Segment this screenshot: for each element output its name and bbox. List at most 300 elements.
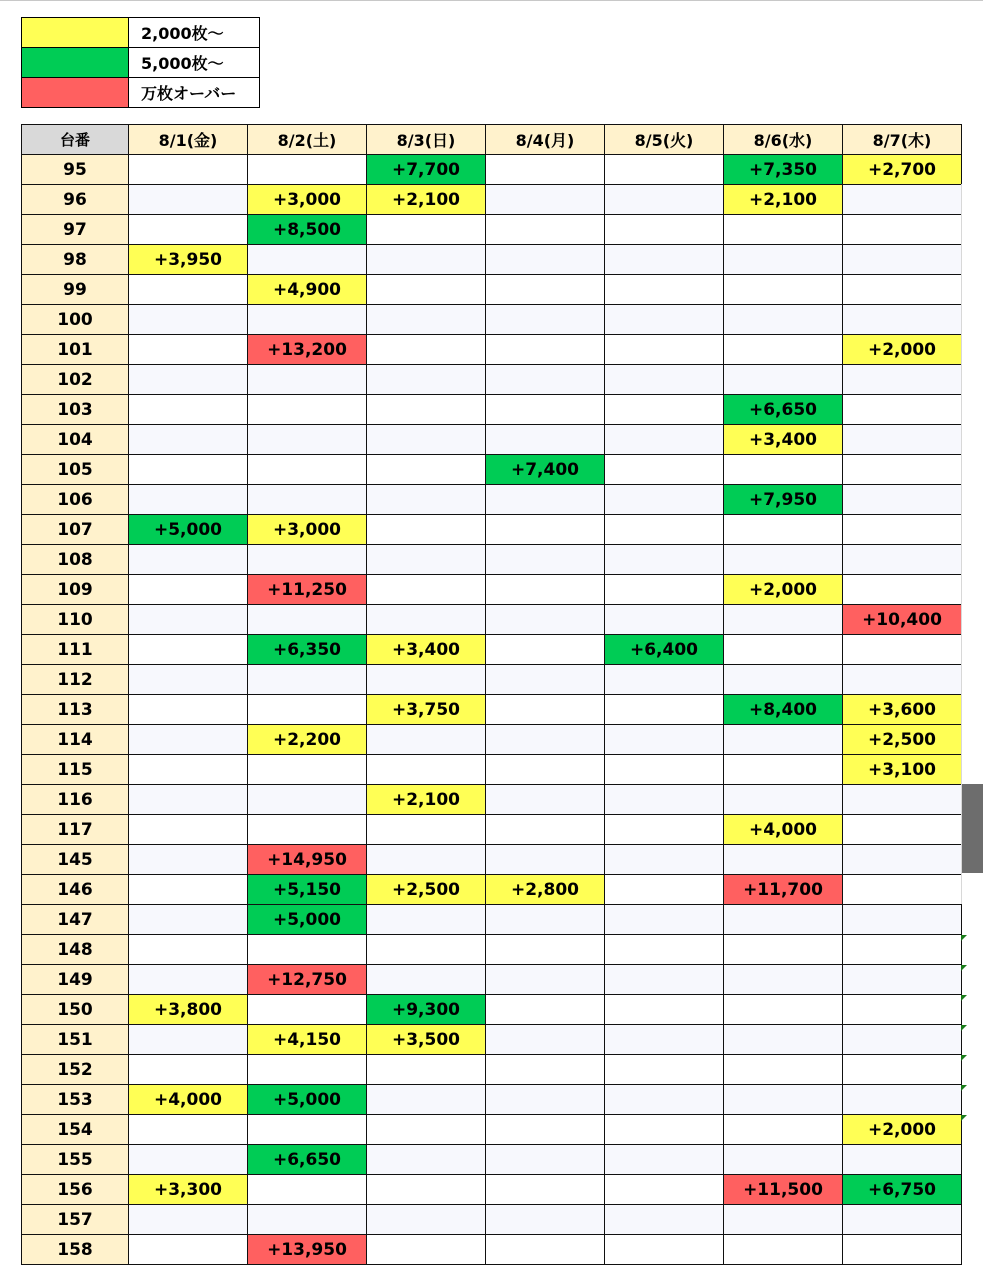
machine-number-cell[interactable]: 112 [22, 665, 129, 695]
result-cell[interactable] [367, 935, 486, 965]
machine-number-cell[interactable]: 147 [22, 905, 129, 935]
result-cell[interactable] [486, 1085, 605, 1115]
result-cell[interactable]: +7,950 [724, 485, 843, 515]
result-cell[interactable]: +2,700 [843, 155, 962, 185]
result-cell[interactable] [843, 1085, 962, 1115]
result-cell[interactable] [605, 485, 724, 515]
result-cell[interactable] [129, 635, 248, 665]
result-cell[interactable] [843, 245, 962, 275]
result-cell[interactable] [367, 965, 486, 995]
result-cell[interactable]: +3,000 [248, 515, 367, 545]
result-cell[interactable] [486, 305, 605, 335]
machine-number-cell[interactable]: 151 [22, 1025, 129, 1055]
result-cell[interactable] [486, 1115, 605, 1145]
result-cell[interactable] [605, 575, 724, 605]
result-cell[interactable] [605, 725, 724, 755]
result-cell[interactable] [367, 1235, 486, 1265]
result-cell[interactable] [486, 155, 605, 185]
result-cell[interactable] [605, 695, 724, 725]
result-cell[interactable] [129, 155, 248, 185]
result-cell[interactable] [367, 545, 486, 575]
result-cell[interactable] [486, 395, 605, 425]
machine-number-cell[interactable]: 109 [22, 575, 129, 605]
result-cell[interactable] [605, 455, 724, 485]
machine-number-cell[interactable]: 114 [22, 725, 129, 755]
result-cell[interactable] [605, 1235, 724, 1265]
result-cell[interactable] [843, 425, 962, 455]
result-cell[interactable]: +6,400 [605, 635, 724, 665]
machine-number-cell[interactable]: 103 [22, 395, 129, 425]
result-cell[interactable] [129, 935, 248, 965]
result-cell[interactable] [605, 845, 724, 875]
result-cell[interactable] [724, 455, 843, 485]
result-cell[interactable]: +3,500 [367, 1025, 486, 1055]
result-cell[interactable]: +10,400 [843, 605, 962, 635]
result-cell[interactable] [248, 155, 367, 185]
result-cell[interactable]: +9,300 [367, 995, 486, 1025]
machine-number-cell[interactable]: 108 [22, 545, 129, 575]
machine-number-cell[interactable]: 153 [22, 1085, 129, 1115]
result-cell[interactable] [605, 1205, 724, 1235]
result-cell[interactable] [486, 755, 605, 785]
result-cell[interactable] [486, 1175, 605, 1205]
result-cell[interactable] [843, 995, 962, 1025]
result-cell[interactable] [843, 1055, 962, 1085]
result-cell[interactable] [367, 455, 486, 485]
result-cell[interactable] [724, 365, 843, 395]
result-cell[interactable] [724, 905, 843, 935]
machine-number-cell[interactable]: 149 [22, 965, 129, 995]
result-cell[interactable] [129, 665, 248, 695]
result-cell[interactable] [605, 155, 724, 185]
scrollbar-thumb[interactable] [962, 784, 983, 873]
machine-number-cell[interactable]: 101 [22, 335, 129, 365]
result-cell[interactable] [367, 335, 486, 365]
result-cell[interactable] [724, 305, 843, 335]
result-cell[interactable] [724, 1055, 843, 1085]
result-cell[interactable] [486, 965, 605, 995]
result-cell[interactable] [486, 635, 605, 665]
result-cell[interactable] [843, 455, 962, 485]
result-cell[interactable]: +8,500 [248, 215, 367, 245]
result-cell[interactable] [486, 935, 605, 965]
result-cell[interactable] [843, 305, 962, 335]
result-cell[interactable] [843, 1145, 962, 1175]
result-cell[interactable] [724, 335, 843, 365]
result-cell[interactable]: +5,000 [248, 1085, 367, 1115]
result-cell[interactable] [129, 275, 248, 305]
result-cell[interactable] [486, 725, 605, 755]
result-cell[interactable]: +4,900 [248, 275, 367, 305]
result-cell[interactable] [367, 815, 486, 845]
result-cell[interactable] [248, 1055, 367, 1085]
result-cell[interactable] [129, 965, 248, 995]
result-cell[interactable] [605, 425, 724, 455]
result-cell[interactable] [843, 875, 962, 905]
result-cell[interactable]: +3,100 [843, 755, 962, 785]
result-cell[interactable] [724, 755, 843, 785]
result-cell[interactable] [605, 395, 724, 425]
machine-number-cell[interactable]: 98 [22, 245, 129, 275]
result-cell[interactable] [486, 1025, 605, 1055]
result-cell[interactable] [129, 905, 248, 935]
result-cell[interactable] [605, 1025, 724, 1055]
result-cell[interactable] [248, 665, 367, 695]
result-cell[interactable]: +7,400 [486, 455, 605, 485]
result-cell[interactable] [129, 875, 248, 905]
result-cell[interactable] [367, 665, 486, 695]
result-cell[interactable] [724, 635, 843, 665]
result-cell[interactable] [724, 245, 843, 275]
result-cell[interactable] [486, 545, 605, 575]
result-cell[interactable] [367, 1205, 486, 1235]
result-cell[interactable] [843, 545, 962, 575]
result-cell[interactable] [248, 425, 367, 455]
result-cell[interactable] [129, 1055, 248, 1085]
result-cell[interactable] [367, 755, 486, 785]
machine-number-cell[interactable]: 148 [22, 935, 129, 965]
result-cell[interactable] [367, 1175, 486, 1205]
result-cell[interactable]: +8,400 [724, 695, 843, 725]
result-cell[interactable]: +6,350 [248, 635, 367, 665]
result-cell[interactable] [486, 815, 605, 845]
result-cell[interactable] [605, 545, 724, 575]
result-cell[interactable]: +4,000 [724, 815, 843, 845]
result-cell[interactable] [843, 215, 962, 245]
result-cell[interactable] [129, 365, 248, 395]
machine-number-cell[interactable]: 156 [22, 1175, 129, 1205]
result-cell[interactable] [129, 755, 248, 785]
result-cell[interactable] [367, 425, 486, 455]
result-cell[interactable] [605, 1085, 724, 1115]
result-cell[interactable]: +3,000 [248, 185, 367, 215]
result-cell[interactable] [724, 215, 843, 245]
result-cell[interactable] [724, 275, 843, 305]
result-cell[interactable] [724, 605, 843, 635]
result-cell[interactable] [843, 635, 962, 665]
result-cell[interactable] [248, 995, 367, 1025]
result-cell[interactable] [367, 1115, 486, 1145]
result-cell[interactable] [367, 605, 486, 635]
table-row [22, 605, 962, 635]
result-cell[interactable] [605, 215, 724, 245]
result-cell[interactable] [724, 1235, 843, 1265]
result-cell[interactable] [486, 995, 605, 1025]
result-cell[interactable] [724, 965, 843, 995]
result-cell[interactable] [843, 185, 962, 215]
machine-number-cell[interactable]: 115 [22, 755, 129, 785]
machine-number-cell[interactable]: 102 [22, 365, 129, 395]
result-cell[interactable] [486, 605, 605, 635]
result-cell[interactable]: +13,200 [248, 335, 367, 365]
result-cell[interactable]: +11,700 [724, 875, 843, 905]
machine-number-cell[interactable]: 99 [22, 275, 129, 305]
result-cell[interactable] [605, 1055, 724, 1085]
result-cell[interactable] [724, 845, 843, 875]
result-cell[interactable] [843, 365, 962, 395]
result-cell[interactable] [605, 1175, 724, 1205]
result-cell[interactable] [605, 515, 724, 545]
result-cell[interactable] [724, 665, 843, 695]
result-cell[interactable] [605, 335, 724, 365]
result-cell[interactable] [724, 785, 843, 815]
result-cell[interactable]: +7,700 [367, 155, 486, 185]
machine-number-cell[interactable]: 154 [22, 1115, 129, 1145]
result-cell[interactable] [367, 1085, 486, 1115]
result-cell[interactable] [129, 1205, 248, 1235]
result-cell[interactable]: +5,000 [129, 515, 248, 545]
result-cell[interactable] [605, 995, 724, 1025]
machine-number-cell[interactable]: 146 [22, 875, 129, 905]
result-cell[interactable]: +3,400 [367, 635, 486, 665]
result-cell[interactable] [724, 995, 843, 1025]
result-cell[interactable] [248, 395, 367, 425]
result-cell[interactable]: +2,000 [843, 1115, 962, 1145]
result-cell[interactable] [486, 785, 605, 815]
result-cell[interactable] [248, 1205, 367, 1235]
result-cell[interactable] [486, 1145, 605, 1175]
machine-number-cell[interactable]: 110 [22, 605, 129, 635]
result-cell[interactable] [605, 1145, 724, 1175]
machine-number-cell[interactable]: 105 [22, 455, 129, 485]
result-cell[interactable] [486, 245, 605, 275]
result-cell[interactable] [843, 575, 962, 605]
result-cell[interactable] [367, 395, 486, 425]
result-cell[interactable]: +3,800 [129, 995, 248, 1025]
result-cell[interactable] [724, 1205, 843, 1235]
result-cell[interactable] [486, 185, 605, 215]
result-cell[interactable]: +2,100 [724, 185, 843, 215]
result-cell[interactable] [605, 815, 724, 845]
result-cell[interactable] [843, 1025, 962, 1055]
result-cell[interactable] [248, 695, 367, 725]
result-cell[interactable] [129, 425, 248, 455]
result-cell[interactable] [486, 215, 605, 245]
result-cell[interactable]: +2,000 [843, 335, 962, 365]
result-cell[interactable] [843, 845, 962, 875]
result-cell[interactable] [843, 905, 962, 935]
result-cell[interactable] [129, 1145, 248, 1175]
machine-number-cell[interactable]: 152 [22, 1055, 129, 1085]
result-cell[interactable] [605, 305, 724, 335]
result-cell[interactable] [486, 485, 605, 515]
result-cell[interactable] [367, 515, 486, 545]
result-cell[interactable]: +13,950 [248, 1235, 367, 1265]
result-cell[interactable]: +4,000 [129, 1085, 248, 1115]
result-cell[interactable] [248, 1175, 367, 1205]
result-cell[interactable]: +4,150 [248, 1025, 367, 1055]
result-cell[interactable] [843, 1235, 962, 1265]
machine-number-cell[interactable]: 107 [22, 515, 129, 545]
result-cell[interactable]: +6,750 [843, 1175, 962, 1205]
machine-number-cell[interactable]: 158 [22, 1235, 129, 1265]
result-cell[interactable] [486, 1235, 605, 1265]
result-cell[interactable] [129, 455, 248, 485]
result-cell[interactable]: +2,200 [248, 725, 367, 755]
result-cell[interactable] [486, 695, 605, 725]
result-cell[interactable] [605, 965, 724, 995]
result-cell[interactable] [129, 785, 248, 815]
result-cell[interactable] [724, 725, 843, 755]
result-cell[interactable]: +3,300 [129, 1175, 248, 1205]
result-cell[interactable] [605, 905, 724, 935]
result-cell[interactable] [129, 815, 248, 845]
result-cell[interactable] [367, 1145, 486, 1175]
result-cell[interactable] [486, 665, 605, 695]
result-cell[interactable]: +6,650 [248, 1145, 367, 1175]
result-cell[interactable] [724, 1025, 843, 1055]
result-cell[interactable]: +2,000 [724, 575, 843, 605]
result-cell[interactable]: +2,100 [367, 785, 486, 815]
machine-number-cell[interactable]: 111 [22, 635, 129, 665]
result-cell[interactable] [605, 755, 724, 785]
result-cell[interactable]: +2,500 [843, 725, 962, 755]
result-cell[interactable] [248, 605, 367, 635]
result-cell[interactable] [367, 305, 486, 335]
machine-number-cell[interactable]: 145 [22, 845, 129, 875]
result-cell[interactable] [129, 335, 248, 365]
result-cell[interactable] [129, 1115, 248, 1145]
result-cell[interactable] [248, 485, 367, 515]
result-cell[interactable] [843, 965, 962, 995]
result-cell[interactable] [486, 845, 605, 875]
result-cell[interactable] [129, 305, 248, 335]
result-cell[interactable] [248, 455, 367, 485]
result-cell[interactable] [248, 935, 367, 965]
result-cell[interactable] [129, 605, 248, 635]
result-cell[interactable] [129, 1025, 248, 1055]
result-cell[interactable]: +14,950 [248, 845, 367, 875]
result-cell[interactable] [367, 485, 486, 515]
result-cell[interactable] [605, 185, 724, 215]
result-cell[interactable] [724, 545, 843, 575]
result-cell[interactable] [129, 485, 248, 515]
result-cell[interactable] [486, 275, 605, 305]
result-cell[interactable] [486, 335, 605, 365]
result-cell[interactable] [486, 425, 605, 455]
result-cell[interactable] [605, 1115, 724, 1145]
result-cell[interactable] [605, 785, 724, 815]
result-cell[interactable] [843, 1205, 962, 1235]
result-cell[interactable] [724, 935, 843, 965]
result-cell[interactable] [248, 545, 367, 575]
result-cell[interactable] [843, 815, 962, 845]
result-cell[interactable] [843, 485, 962, 515]
machine-number-cell[interactable]: 96 [22, 185, 129, 215]
result-cell[interactable] [843, 935, 962, 965]
machine-number-cell[interactable]: 157 [22, 1205, 129, 1235]
result-cell[interactable] [843, 515, 962, 545]
result-cell[interactable] [129, 845, 248, 875]
result-cell[interactable] [129, 725, 248, 755]
result-cell[interactable] [248, 815, 367, 845]
result-cell[interactable]: +2,500 [367, 875, 486, 905]
result-cell[interactable]: +5,000 [248, 905, 367, 935]
result-cell[interactable] [129, 545, 248, 575]
result-cell[interactable] [486, 515, 605, 545]
table-row [22, 545, 962, 575]
result-cell[interactable] [129, 185, 248, 215]
result-cell[interactable]: +3,600 [843, 695, 962, 725]
machine-number-cell[interactable]: 155 [22, 1145, 129, 1175]
machine-number-cell[interactable]: 117 [22, 815, 129, 845]
result-cell[interactable] [248, 1115, 367, 1145]
result-cell[interactable] [367, 215, 486, 245]
result-cell[interactable] [843, 785, 962, 815]
result-cell[interactable] [367, 845, 486, 875]
result-cell[interactable]: +2,100 [367, 185, 486, 215]
result-cell[interactable] [724, 1115, 843, 1145]
result-cell[interactable] [486, 365, 605, 395]
result-cell[interactable] [724, 1145, 843, 1175]
result-cell[interactable] [605, 245, 724, 275]
result-cell[interactable]: +2,800 [486, 875, 605, 905]
result-cell[interactable]: +7,350 [724, 155, 843, 185]
result-cell[interactable] [605, 875, 724, 905]
result-cell[interactable]: +12,750 [248, 965, 367, 995]
result-cell[interactable] [367, 905, 486, 935]
result-cell[interactable] [486, 575, 605, 605]
machine-number-cell[interactable]: 97 [22, 215, 129, 245]
result-cell[interactable] [486, 1205, 605, 1235]
result-cell[interactable] [367, 275, 486, 305]
result-cell[interactable]: +6,650 [724, 395, 843, 425]
result-cell[interactable] [248, 365, 367, 395]
machine-number-cell[interactable]: 150 [22, 995, 129, 1025]
result-cell[interactable] [248, 755, 367, 785]
table-row [22, 485, 962, 515]
result-cell[interactable] [129, 215, 248, 245]
machine-number-cell[interactable]: 116 [22, 785, 129, 815]
result-cell[interactable] [605, 365, 724, 395]
result-cell[interactable] [605, 935, 724, 965]
result-cell[interactable] [843, 665, 962, 695]
result-cell[interactable] [843, 275, 962, 305]
result-cell[interactable] [129, 395, 248, 425]
result-cell[interactable]: +3,950 [129, 245, 248, 275]
result-cell[interactable] [248, 785, 367, 815]
machine-number-cell[interactable]: 95 [22, 155, 129, 185]
result-cell[interactable] [486, 905, 605, 935]
result-cell[interactable] [605, 605, 724, 635]
result-cell[interactable] [724, 515, 843, 545]
result-cell[interactable] [129, 695, 248, 725]
machine-number-cell[interactable]: 113 [22, 695, 129, 725]
result-cell[interactable] [367, 365, 486, 395]
result-cell[interactable] [248, 245, 367, 275]
machine-number-cell[interactable]: 100 [22, 305, 129, 335]
result-cell[interactable]: +3,750 [367, 695, 486, 725]
result-cell[interactable] [724, 1085, 843, 1115]
result-cell[interactable] [367, 575, 486, 605]
result-cell[interactable]: +3,400 [724, 425, 843, 455]
result-cell[interactable] [605, 665, 724, 695]
result-cell[interactable] [129, 1235, 248, 1265]
result-cell[interactable] [367, 245, 486, 275]
result-cell[interactable] [248, 305, 367, 335]
result-cell[interactable] [605, 275, 724, 305]
result-cell[interactable]: +11,500 [724, 1175, 843, 1205]
result-cell[interactable]: +5,150 [248, 875, 367, 905]
result-cell[interactable] [129, 575, 248, 605]
result-cell[interactable] [367, 725, 486, 755]
machine-number-cell[interactable]: 104 [22, 425, 129, 455]
result-cell[interactable] [486, 1055, 605, 1085]
result-cell[interactable] [367, 1055, 486, 1085]
result-cell[interactable] [843, 395, 962, 425]
result-cell[interactable]: +11,250 [248, 575, 367, 605]
machine-number-cell[interactable]: 106 [22, 485, 129, 515]
